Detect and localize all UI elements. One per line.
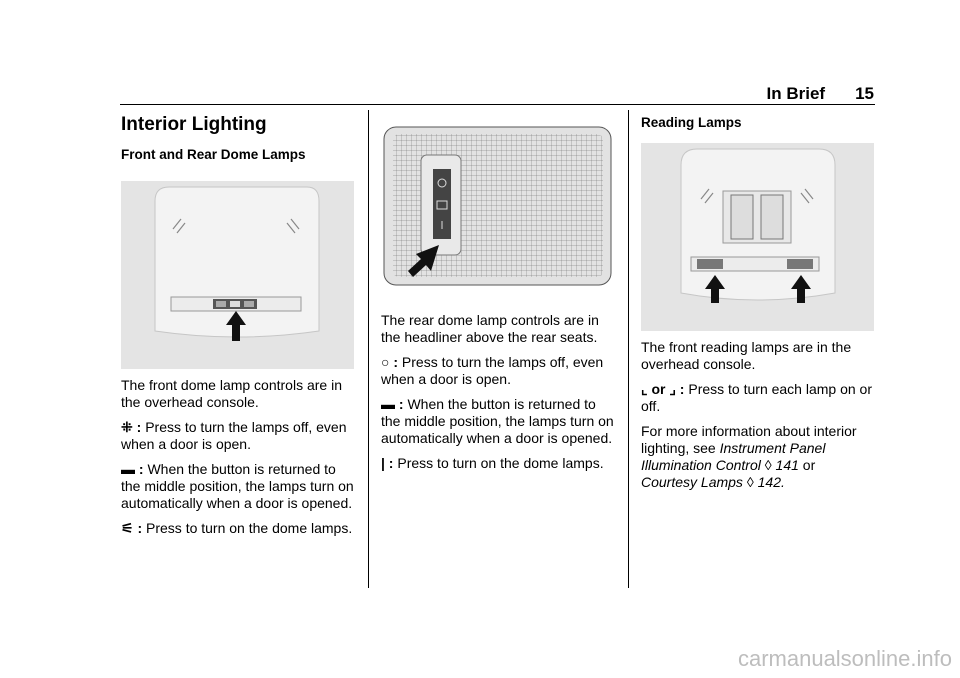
- lamp-off-icon: ⁜: [121, 419, 133, 435]
- rear-dome-lamp-figure: [381, 125, 614, 288]
- paragraph: ▬ : When the button is returned to the middle position, the lamps turn on automatically when a door is opened.: [121, 461, 354, 511]
- header-rule: [120, 104, 875, 105]
- watermark: carmanualsonline.info: [737, 646, 952, 671]
- paragraph: The front dome lamp controls are in the overhead console.: [121, 377, 342, 410]
- paragraph: ⚟ : Press to turn on the dome lamps.: [121, 520, 353, 536]
- paragraph: ⁜ : Press to turn the lamps off, even when a door is open.: [121, 419, 347, 452]
- column-3: [641, 114, 875, 499]
- left-reading-lamp-icon: ⌞: [641, 381, 648, 397]
- right-reading-lamp-icon: ⌟: [669, 381, 676, 397]
- reading-lamp-figure: [641, 143, 874, 331]
- paragraph: For more information about interior lighting, see Instrument Panel Illumination Control ◊ 141 or Courtesy Lamps ◊ 142.: [641, 423, 857, 490]
- column-1: [121, 114, 355, 545]
- door-icon: ▬: [121, 461, 135, 477]
- paragraph: The front reading lamps are in the overhead console.: [641, 339, 852, 372]
- paragraph: | : Press to turn on the dome lamps.: [381, 455, 604, 471]
- cross-reference-link[interactable]: Courtesy Lamps: [641, 474, 743, 490]
- page-title: Interior Lighting: [121, 114, 267, 135]
- paragraph: ▬ : When the button is returned to the middle position, the lamps turn on automatically when a door is opened.: [381, 396, 614, 446]
- paragraph: The rear dome lamp controls are in the headliner above the rear seats.: [381, 312, 599, 345]
- running-header: [767, 84, 874, 104]
- paragraph: ○ : Press to turn the lamps off, even when a door is open.: [381, 354, 604, 387]
- cross-reference-link[interactable]: Instrument Panel Illumination Control: [641, 440, 826, 473]
- front-dome-lamp-figure: [121, 181, 354, 369]
- section-subtitle: Reading Lamps: [641, 115, 742, 130]
- lamp-on-icon: |: [381, 455, 385, 471]
- page-number: 15: [855, 84, 874, 103]
- section-title: In Brief: [766, 84, 826, 103]
- lamp-off-icon: ○: [381, 354, 390, 370]
- door-icon: ▬: [381, 396, 395, 412]
- column-divider: [628, 110, 629, 588]
- column-divider: [368, 110, 369, 588]
- paragraph: ⌞ or ⌟ : Press to turn each lamp on or off.: [641, 381, 873, 414]
- section-subtitle: Front and Rear Dome Lamps: [121, 147, 306, 162]
- column-2: [381, 125, 615, 480]
- page-ref-icon: ◊: [764, 457, 772, 473]
- page-ref-icon: ◊: [746, 474, 754, 490]
- lamp-on-icon: ⚟: [121, 520, 134, 536]
